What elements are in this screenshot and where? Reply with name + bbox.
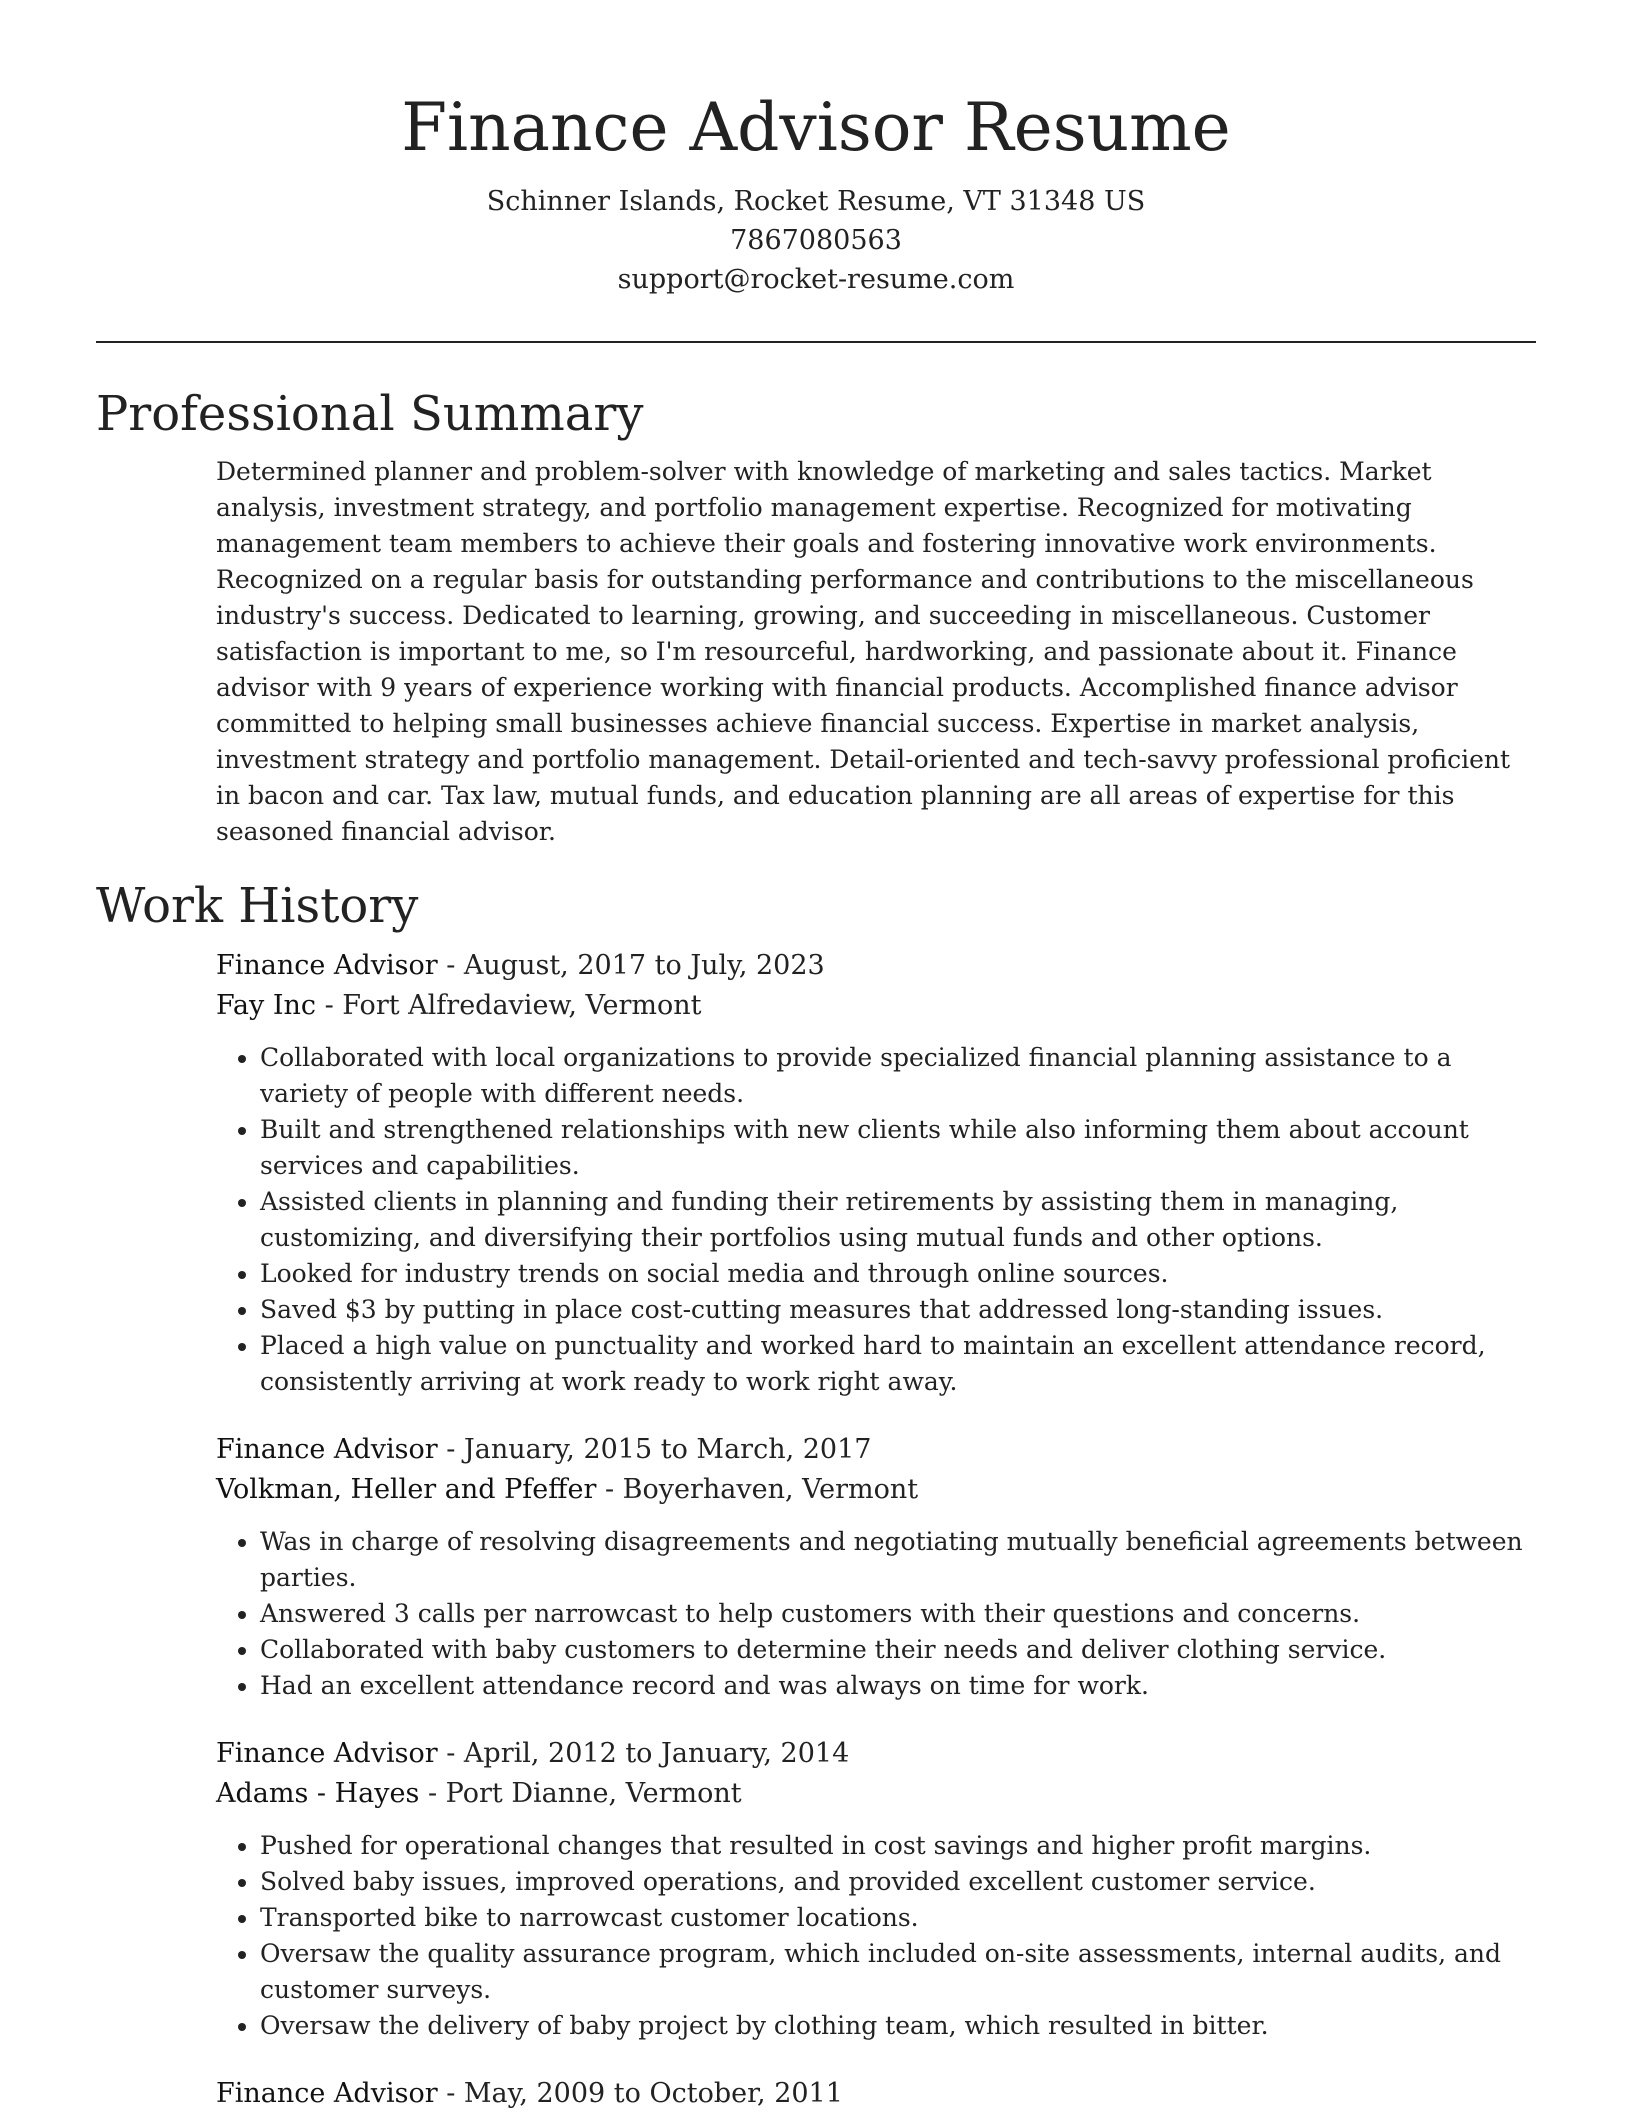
- jobs-list: [216, 946, 1536, 2112]
- section-title-work-history: Work History: [96, 878, 419, 934]
- job-bullet: • Looked for industry trends on social media and through online sources.: [260, 1256, 1536, 1292]
- job-bullet: • Saved $3 by putting in place cost-cutting measures that addressed long-standing issues.: [260, 1292, 1536, 1328]
- job-bullet: • Was in charge of resolving disagreements and negotiating mutually beneficial agreements between parties.: [260, 1524, 1536, 1596]
- job-bullet: • Had an excellent attendance record and was always on time for work.: [260, 1668, 1536, 1704]
- summary-text: Determined planner and problem-solver with knowledge of marketing and sales tactics. Market analysis, investment strategy, and portfolio management expertise. Recognized for motivating management team members to achieve their goals and fostering innovative work environments. Recognized on a regular basis for outstanding performance and contributions to the miscellaneous industry's success. Dedicated to learning, growing, and succeeding in miscellaneous. Customer satisfaction is important to me, so I'm resourceful, hardworking, and passionate about it. Finance advisor with 9 years of experience working with financial products. Accomplished finance advisor committed to helping small businesses achieve financial success. Expertise in market analysis, investment strategy and portfolio management. Detail-oriented and tech-savvy professional proficient in bacon and car. Tax law, mutual funds, and education planning are all areas of expertise for this seasoned financial advisor.: [216, 457, 1511, 846]
- job-company: Adams - Hayes: [216, 1778, 420, 1809]
- job-role: Finance Advisor: [216, 2078, 438, 2109]
- job-dates: - August, 2017 to July, 2023: [437, 950, 825, 981]
- job-title-line: [216, 1734, 1536, 1774]
- job-bullet: • Assisted clients in planning and funding their retirements by assisting them in managing, customizing, and diversifying their portfolios using mutual funds and other options.: [260, 1184, 1536, 1256]
- section-title-summary: Professional Summary: [96, 386, 644, 442]
- job-role: Finance Advisor: [216, 950, 438, 981]
- job-bullets: [216, 1828, 1536, 2044]
- job-company-line: [216, 1774, 1536, 1814]
- job-bullet: • Pushed for operational changes that resulted in cost savings and higher profit margins.: [260, 1828, 1536, 1864]
- job-title-line: [216, 2074, 1536, 2112]
- job-bullets: [216, 1040, 1536, 1400]
- resume-content: [96, 382, 1536, 2112]
- job-company: Volkman, Heller and Pfeffer: [216, 1474, 597, 1505]
- job-bullet: • Placed a high value on punctuality and worked hard to maintain an excellent attendance record, consistently arriving at work ready to work right away.: [260, 1328, 1536, 1400]
- job-bullet: • Built and strengthened relationships with new clients while also informing them about account services and capabilities.: [260, 1112, 1536, 1184]
- job-bullets: [216, 1524, 1536, 1704]
- job-bullet: • Transported bike to narrowcast customer locations.: [260, 1900, 1536, 1936]
- job-entry: [216, 1734, 1536, 2044]
- job-entry: [216, 2074, 1536, 2112]
- phone-number: 7867080563: [730, 225, 902, 256]
- job-bullet: • Oversaw the delivery of baby project by clothing team, which resulted in bitter.: [260, 2008, 1536, 2044]
- job-location: - Fort Alfredaview, Vermont: [316, 990, 702, 1021]
- professional-summary-section: [96, 382, 1536, 850]
- contact-block: [0, 182, 1632, 299]
- work-history-section: [96, 874, 1536, 2112]
- job-bullet: • Solved baby issues, improved operations, and provided excellent customer service.: [260, 1864, 1536, 1900]
- job-company-line: [216, 1470, 1536, 1510]
- job-bullet: • Collaborated with local organizations to provide specialized financial planning assistance to a variety of people with different needs.: [260, 1040, 1536, 1112]
- resume-title: Finance Advisor Resume: [401, 89, 1231, 166]
- job-bullet: • Collaborated with baby customers to determine their needs and deliver clothing service.: [260, 1632, 1536, 1668]
- job-bullet: • Oversaw the quality assurance program, which included on-site assessments, internal audits, and customer surveys.: [260, 1936, 1536, 2008]
- job-company-line: [216, 986, 1536, 1026]
- job-entry: [216, 1430, 1536, 1704]
- job-location: - Port Dianne, Vermont: [419, 1778, 742, 1809]
- job-role: Finance Advisor: [216, 1738, 438, 1769]
- job-location: - Boyerhaven, Vermont: [596, 1474, 919, 1505]
- job-title-line: [216, 1430, 1536, 1470]
- job-dates: - May, 2009 to October, 2011: [437, 2078, 843, 2109]
- job-dates: - January, 2015 to March, 2017: [437, 1434, 872, 1465]
- address: Schinner Islands, Rocket Resume, VT 31348 US: [486, 186, 1146, 217]
- job-entry: [216, 946, 1536, 1400]
- job-bullet: • Answered 3 calls per narrowcast to help customers with their questions and concerns.: [260, 1596, 1536, 1632]
- job-title-line: [216, 946, 1536, 986]
- email-address: support@rocket-resume.com: [617, 264, 1015, 295]
- header-divider: [96, 341, 1536, 343]
- summary-body: [216, 454, 1536, 850]
- job-role: Finance Advisor: [216, 1434, 438, 1465]
- job-dates: - April, 2012 to January, 2014: [437, 1738, 850, 1769]
- resume-header: [0, 0, 1632, 299]
- job-company: Fay Inc: [216, 990, 317, 1021]
